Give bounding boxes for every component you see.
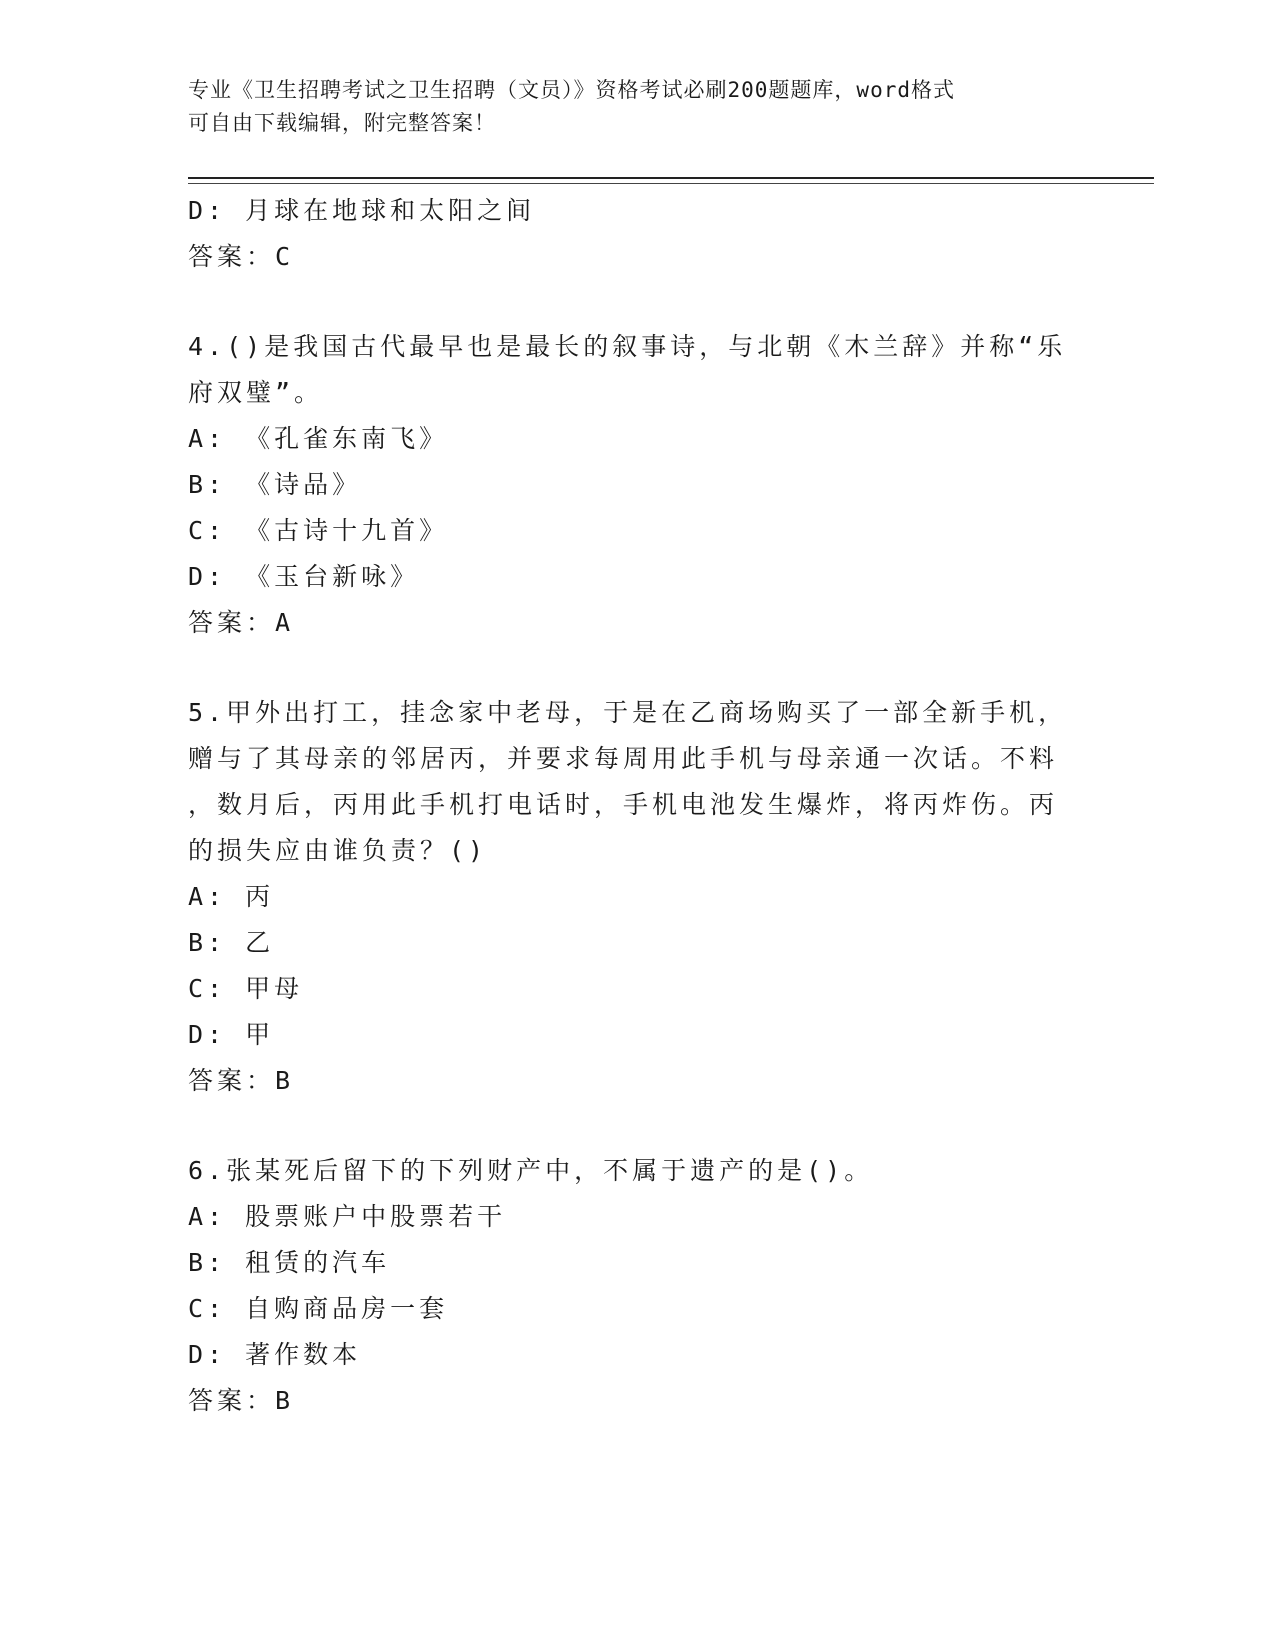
header-line-2: 可自由下载编辑，附完整答案！ [188, 111, 496, 135]
spacer [188, 1104, 1068, 1148]
header-divider-thick [188, 177, 1154, 179]
question-5-option-c: C: 甲母 [188, 974, 304, 1003]
question-4 [188, 324, 1068, 646]
question-5-option-a: A: 丙 [188, 882, 275, 911]
question-5 [188, 690, 1068, 1104]
question-6-stem-line-1: 6.张某死后留下的下列财产中，不属于遗产的是()。 [188, 1156, 874, 1185]
question-6-option-d: D: 著作数本 [188, 1340, 362, 1369]
question-6-answer: 答案：B [188, 1386, 295, 1415]
question-5-option-d: D: 甲 [188, 1020, 275, 1049]
question-4-option-d: D: 《玉台新咏》 [188, 562, 420, 591]
question-5-stem-line-4: 的损失应由谁负责？() [188, 836, 488, 865]
question-4-option-b: B: 《诗品》 [188, 470, 362, 499]
document-header [188, 74, 1068, 140]
question-6-option-a: A: 股票账户中股票若干 [188, 1202, 507, 1231]
document-body [188, 188, 1068, 1424]
question-5-stem-line-2: 赠与了其母亲的邻居丙，并要求每周用此手机与母亲通一次话。不料 [188, 744, 1059, 773]
question-4-stem-line-1: 4.()是我国古代最早也是最长的叙事诗，与北朝《木兰辞》并称“乐 [188, 332, 1067, 361]
question-4-option-a: A: 《孔雀东南飞》 [188, 424, 449, 453]
question-4-answer: 答案：A [188, 608, 295, 637]
question-6 [188, 1148, 1068, 1424]
header-divider-thin [188, 183, 1154, 184]
question-4-option-c: C: 《古诗十九首》 [188, 516, 449, 545]
prev-option-d: D: 月球在地球和太阳之间 [188, 196, 536, 225]
question-6-option-b: B: 租赁的汽车 [188, 1248, 391, 1277]
question-5-option-b: B: 乙 [188, 928, 275, 957]
question-5-answer: 答案：B [188, 1066, 295, 1095]
header-line-1: 专业《卫生招聘考试之卫生招聘（文员）》资格考试必刷200题题库，word格式 [188, 78, 955, 102]
spacer [188, 280, 1068, 324]
question-6-option-c: C: 自购商品房一套 [188, 1294, 449, 1323]
prev-answer: 答案：C [188, 242, 295, 271]
question-4-stem-line-2: 府双璧”。 [188, 378, 324, 407]
spacer [188, 646, 1068, 690]
question-5-stem-line-3: ，数月后，丙用此手机打电话时，手机电池发生爆炸，将丙炸伤。丙 [188, 790, 1059, 819]
question-5-stem-line-1: 5.甲外出打工，挂念家中老母，于是在乙商场购买了一部全新手机， [188, 698, 1068, 727]
